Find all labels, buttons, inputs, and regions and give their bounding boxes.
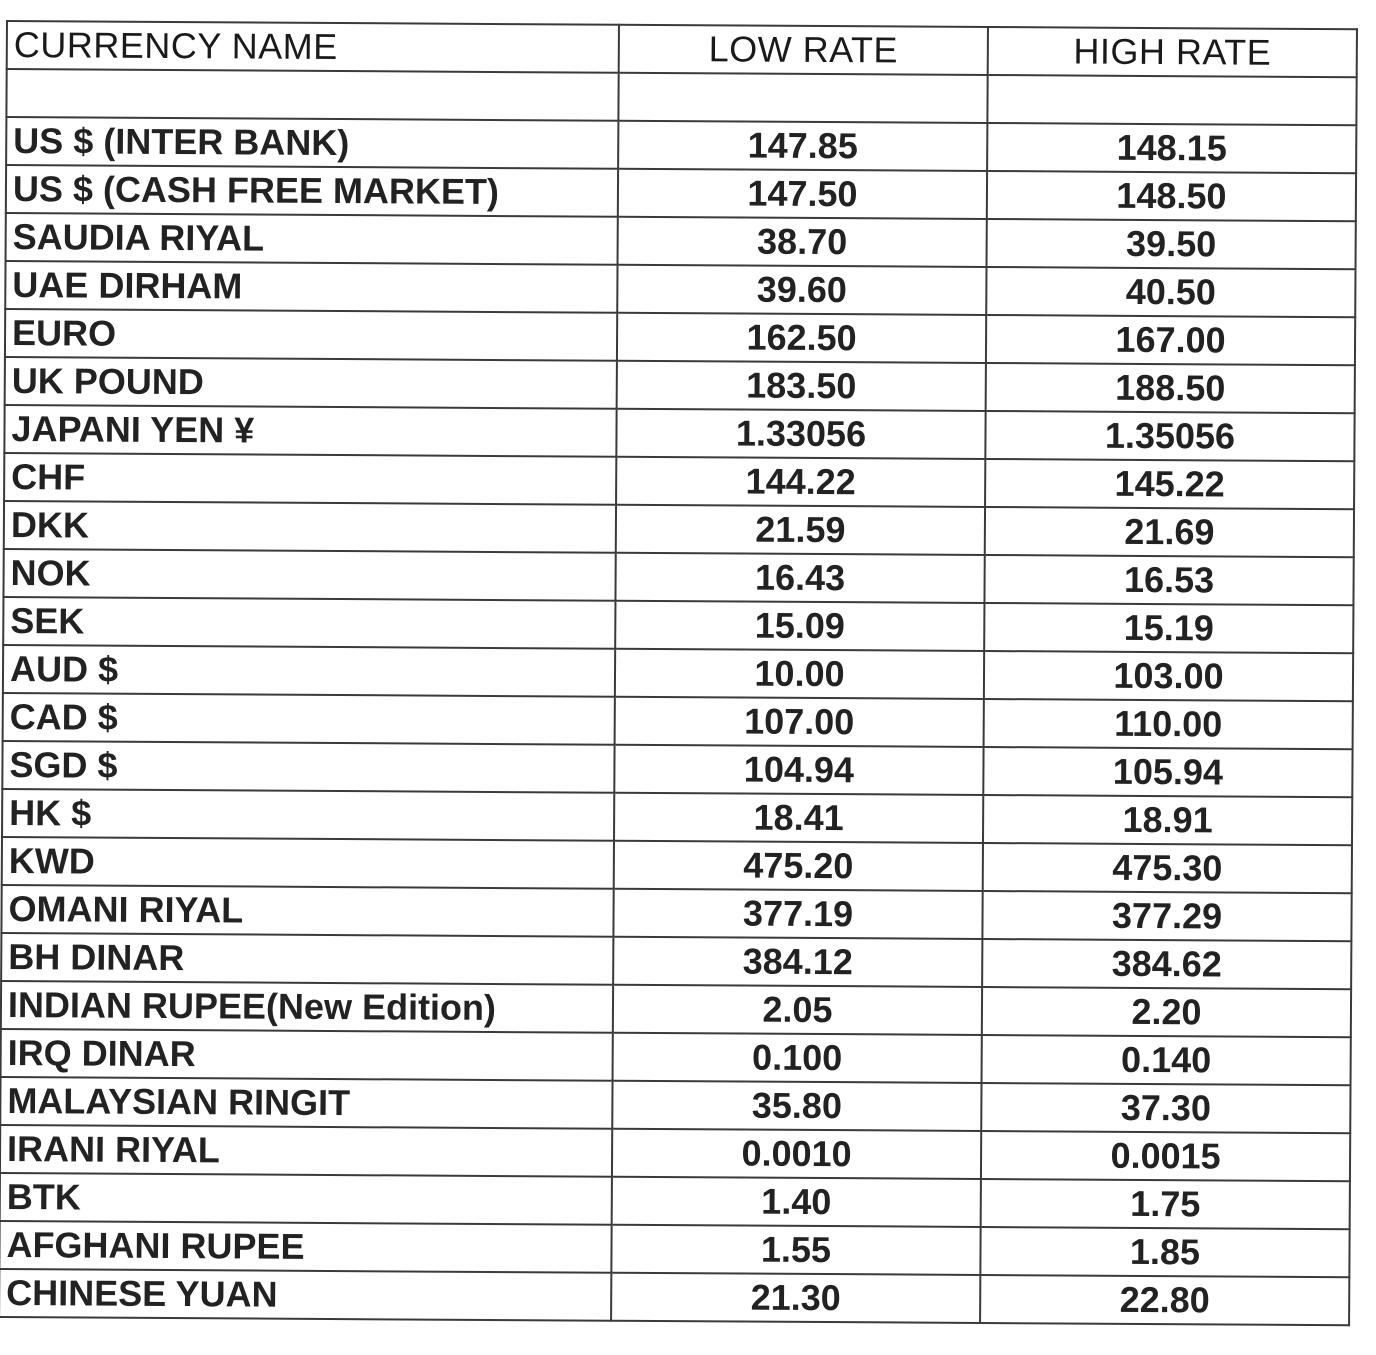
low-rate-cell: 35.80 — [612, 1081, 981, 1131]
currency-name-cell: IRANI RIYAL — [0, 1125, 612, 1177]
high-rate-cell: 22.80 — [980, 1275, 1349, 1325]
high-rate-cell: 110.00 — [984, 699, 1353, 749]
high-rate-cell: 0.140 — [982, 1035, 1351, 1085]
low-rate-cell: 377.19 — [613, 889, 982, 939]
currency-name-cell: UAE DIRHAM — [5, 261, 617, 313]
rates-body — [0, 69, 1357, 1325]
blank-cell — [987, 75, 1356, 125]
table-row — [0, 1269, 1349, 1325]
table-row — [3, 549, 1353, 605]
currency-rates-table — [0, 20, 1358, 1326]
low-rate-cell: 0.100 — [613, 1033, 982, 1083]
table-row — [2, 741, 1352, 797]
high-rate-cell: 377.29 — [982, 891, 1351, 941]
currency-name-cell: SAUDIA RIYAL — [6, 213, 618, 265]
table-row — [5, 309, 1355, 365]
low-rate-cell: 2.05 — [613, 985, 982, 1035]
table-row — [4, 405, 1354, 461]
currency-name-cell: BH DINAR — [1, 933, 613, 985]
table-row — [1, 933, 1351, 989]
currency-name-cell: DKK — [4, 501, 616, 553]
low-rate-cell: 162.50 — [617, 313, 986, 363]
high-rate-cell: 2.20 — [982, 987, 1351, 1037]
currency-name-cell: IRQ DINAR — [1, 1029, 613, 1081]
table-row — [5, 261, 1355, 317]
low-rate-cell: 15.09 — [615, 601, 984, 651]
header-currency-name: CURRENCY NAME — [7, 21, 619, 73]
high-rate-cell: 1.85 — [980, 1227, 1349, 1277]
table-row — [3, 693, 1353, 749]
low-rate-cell: 147.85 — [618, 121, 987, 171]
high-rate-cell: 148.15 — [987, 123, 1356, 173]
high-rate-cell: 21.69 — [985, 507, 1354, 557]
currency-name-cell: INDIAN RUPEE(New Edition) — [1, 981, 613, 1033]
currency-name-cell: UK POUND — [5, 357, 617, 409]
table-row — [1, 981, 1351, 1037]
header-low-rate: LOW RATE — [619, 25, 988, 75]
low-rate-cell: 1.33056 — [616, 409, 985, 459]
low-rate-cell: 107.00 — [615, 697, 984, 747]
header-high-rate: HIGH RATE — [988, 27, 1357, 77]
currency-name-cell: JAPANI YEN ¥ — [4, 405, 616, 457]
high-rate-cell: 37.30 — [981, 1083, 1350, 1133]
currency-name-cell: CAD $ — [3, 693, 615, 745]
table-row — [3, 597, 1353, 653]
high-rate-cell: 18.91 — [983, 795, 1352, 845]
low-rate-cell: 18.41 — [614, 793, 983, 843]
table-row — [2, 837, 1352, 893]
high-rate-cell: 103.00 — [984, 651, 1353, 701]
table-row — [1, 885, 1351, 941]
low-rate-cell: 104.94 — [614, 745, 983, 795]
table-row — [6, 165, 1356, 221]
currency-name-cell: CHINESE YUAN — [0, 1269, 611, 1321]
high-rate-cell: 16.53 — [984, 555, 1353, 605]
rate-sheet — [0, 20, 1364, 1350]
blank-cell — [6, 69, 618, 121]
currency-name-cell: US $ (INTER BANK) — [6, 117, 618, 169]
low-rate-cell: 39.60 — [617, 265, 986, 315]
table-row — [6, 213, 1356, 269]
currency-name-cell: HK $ — [2, 789, 614, 841]
low-rate-cell: 1.40 — [612, 1177, 981, 1227]
low-rate-cell: 21.30 — [611, 1273, 980, 1323]
high-rate-cell: 148.50 — [987, 171, 1356, 221]
currency-name-cell: US $ (CASH FREE MARKET) — [6, 165, 618, 217]
high-rate-cell: 15.19 — [984, 603, 1353, 653]
currency-name-cell: SGD $ — [2, 741, 614, 793]
high-rate-cell: 40.50 — [986, 267, 1355, 317]
low-rate-cell: 1.55 — [611, 1225, 980, 1275]
high-rate-cell: 475.30 — [983, 843, 1352, 893]
currency-name-cell: KWD — [2, 837, 614, 889]
blank-cell — [618, 73, 987, 123]
high-rate-cell: 188.50 — [986, 363, 1355, 413]
table-row — [4, 453, 1354, 509]
currency-name-cell: AUD $ — [3, 645, 615, 697]
currency-name-cell: EURO — [5, 309, 617, 361]
blank-row — [6, 69, 1356, 125]
table-row — [1, 1029, 1351, 1085]
low-rate-cell: 147.50 — [618, 169, 987, 219]
high-rate-cell: 1.35056 — [985, 411, 1354, 461]
high-rate-cell: 167.00 — [986, 315, 1355, 365]
table-row — [0, 1221, 1350, 1277]
low-rate-cell: 183.50 — [617, 361, 986, 411]
table-row — [6, 117, 1356, 173]
table-row — [5, 357, 1355, 413]
low-rate-cell: 475.20 — [614, 841, 983, 891]
low-rate-cell: 0.0010 — [612, 1129, 981, 1179]
table-row — [2, 789, 1352, 845]
low-rate-cell: 144.22 — [616, 457, 985, 507]
table-row — [0, 1077, 1350, 1133]
currency-name-cell: BTK — [0, 1173, 612, 1225]
currency-name-cell: AFGHANI RUPEE — [0, 1221, 612, 1273]
high-rate-cell: 0.0015 — [981, 1131, 1350, 1181]
header-row — [7, 21, 1357, 77]
high-rate-cell: 39.50 — [987, 219, 1356, 269]
currency-name-cell: NOK — [3, 549, 615, 601]
currency-name-cell: MALAYSIAN RINGIT — [0, 1077, 612, 1129]
currency-name-cell: CHF — [4, 453, 616, 505]
table-row — [0, 1125, 1350, 1181]
low-rate-cell: 38.70 — [618, 217, 987, 267]
low-rate-cell: 16.43 — [615, 553, 984, 603]
low-rate-cell: 21.59 — [616, 505, 985, 555]
high-rate-cell: 105.94 — [983, 747, 1352, 797]
high-rate-cell: 1.75 — [981, 1179, 1350, 1229]
table-row — [0, 1173, 1350, 1229]
high-rate-cell: 145.22 — [985, 459, 1354, 509]
currency-name-cell: OMANI RIYAL — [1, 885, 613, 937]
low-rate-cell: 384.12 — [613, 937, 982, 987]
high-rate-cell: 384.62 — [982, 939, 1351, 989]
table-row — [3, 645, 1353, 701]
low-rate-cell: 10.00 — [615, 649, 984, 699]
table-row — [4, 501, 1354, 557]
currency-name-cell: SEK — [3, 597, 615, 649]
